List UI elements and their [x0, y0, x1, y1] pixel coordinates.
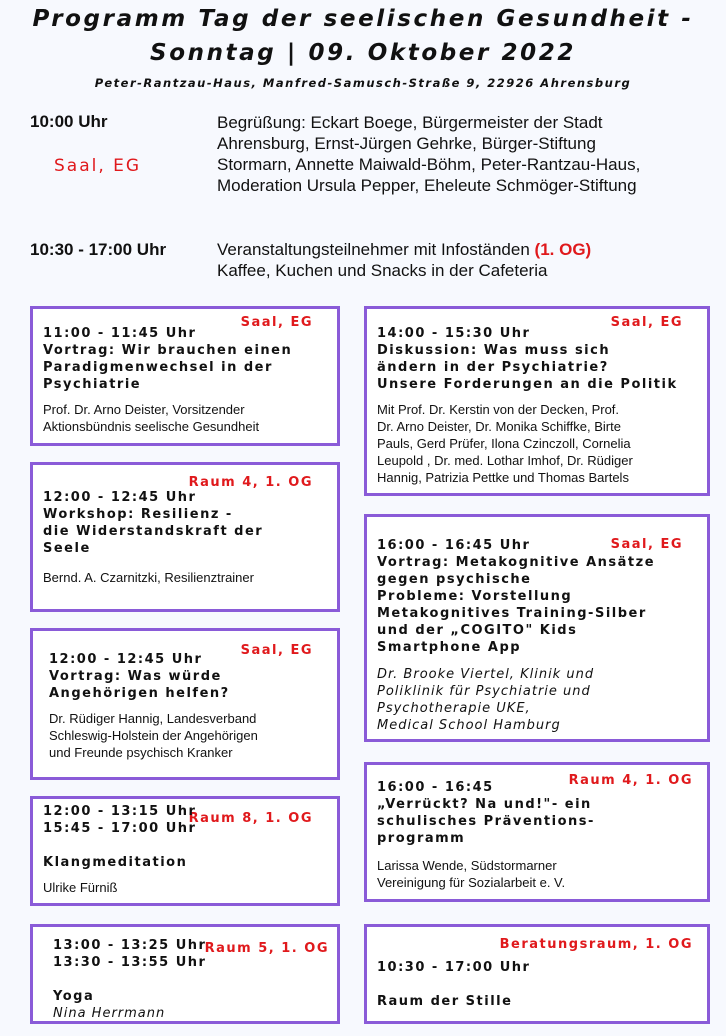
session-speakers — [377, 401, 699, 486]
session-card — [364, 762, 710, 902]
title-line: Diskussion: Was muss sich — [377, 343, 611, 358]
session-location: Raum 8, 1. OG — [188, 811, 313, 826]
intro-time-2: 10:30 - 17:00 Uhr — [30, 240, 167, 259]
session-title — [43, 506, 329, 557]
session-title — [377, 554, 699, 656]
speaker-line: Psychotherapie UKE, — [377, 701, 531, 716]
session-location: Saal, EG — [240, 315, 313, 330]
session-card — [364, 306, 710, 496]
intro-line: Veranstaltungsteilnehmer mit Infoständen — [217, 240, 535, 259]
title-line: Vortrag: Wir brauchen einen — [43, 343, 293, 358]
session-time: 13:30 - 13:55 Uhr — [53, 955, 207, 970]
session-speakers: Bernd. A. Czarnitzki, Resilienztrainer — [43, 570, 254, 585]
intro-line: Moderation Ursula Pepper, Eheleute Schmöger-Stiftung — [217, 176, 637, 195]
title-line: Vortrag: Was würde — [49, 669, 222, 684]
session-time: 15:45 - 17:00 Uhr — [43, 821, 197, 836]
title-line: Seele — [43, 541, 91, 556]
session-title: Klangmeditation — [43, 855, 188, 870]
session-card — [364, 514, 710, 742]
session-location: Raum 4, 1. OG — [188, 475, 313, 490]
speaker-line: Medical School Hamburg — [377, 718, 561, 733]
speaker-line: Aktionsbündnis seelische Gesundheit — [43, 419, 260, 434]
session-time: 10:30 - 17:00 Uhr — [377, 960, 531, 975]
speaker-line: Pauls, Gerd Prüfer, Ilona Czinczoll, Cornelia — [377, 436, 631, 451]
session-card — [30, 462, 340, 612]
session-card — [30, 306, 340, 446]
title-line: Psychiatrie — [43, 377, 142, 392]
session-location: Beratungsraum, 1. OG — [499, 937, 693, 952]
speaker-line: Prof. Dr. Arno Deister, Vorsitzender — [43, 402, 245, 417]
speaker-line: Hannig, Patrizia Pettke und Thomas Bartels — [377, 470, 629, 485]
session-speakers: Nina Herrmann — [53, 1006, 166, 1021]
venue-address: Peter-Rantzau-Haus, Manfred-Samusch-Straße 9, 22926 Ahrensburg — [94, 76, 632, 90]
intro-description-2 — [217, 239, 591, 281]
session-speakers — [377, 857, 699, 891]
title-line: ändern in der Psychiatrie? — [377, 360, 609, 375]
speaker-line: Schleswig-Holstein der Angehörigen — [49, 728, 258, 743]
intro-time-1: 10:00 Uhr — [30, 112, 108, 131]
session-speakers — [43, 401, 329, 435]
speaker-line: und Freunde psychisch Kranker — [49, 745, 233, 760]
session-speakers: Ulrike Fürniß — [43, 880, 118, 895]
session-time: 11:00 - 11:45 Uhr — [43, 326, 197, 341]
title-line: Metakognitives Training-Silber — [377, 606, 647, 621]
session-card — [30, 924, 340, 1024]
info-location: (1. OG) — [534, 240, 592, 259]
session-card — [30, 628, 340, 780]
speaker-line: Dr. Arno Deister, Dr. Monika Schiffke, Birte — [377, 419, 621, 434]
title-line: „Verrückt? Na und!"- ein — [377, 797, 592, 812]
title-line: Vortrag: Metakognitive Ansätze — [377, 555, 656, 570]
title-line: schulisches Präventions- — [377, 814, 595, 829]
intro-location-1: Saal, EG — [54, 156, 142, 176]
session-location: Saal, EG — [610, 537, 683, 552]
title-line: Angehörigen helfen? — [49, 686, 230, 701]
title-line: Workshop: Resilienz - — [43, 507, 233, 522]
speaker-line: Poliklinik für Psychiatrie und — [377, 684, 591, 699]
speaker-line: Larissa Wende, Südstormarner — [377, 858, 557, 873]
title-line: gegen psychische — [377, 572, 532, 587]
title-line: Smartphone App — [377, 640, 522, 655]
session-time: 16:00 - 16:45 — [377, 780, 494, 795]
page-title-line-1: Programm Tag der seelischen Gesundheit - — [32, 6, 694, 32]
speaker-line: Vereinigung für Sozialarbeit e. V. — [377, 875, 566, 890]
session-title — [377, 342, 699, 393]
speaker-line: Leupold , Dr. med. Lothar Imhof, Dr. Rüdiger — [377, 453, 633, 468]
session-title — [43, 342, 329, 393]
session-location: Raum 4, 1. OG — [568, 773, 693, 788]
session-time: 16:00 - 16:45 Uhr — [377, 538, 531, 553]
intro-description-1 — [217, 112, 640, 196]
session-location: Saal, EG — [610, 315, 683, 330]
title-line: die Widerstandskraft der — [43, 524, 264, 539]
intro-line: Kaffee, Kuchen und Snacks in der Cafeteria — [217, 261, 548, 280]
session-card — [364, 924, 710, 1024]
session-title — [49, 668, 329, 702]
session-title: Raum der Stille — [377, 994, 513, 1009]
session-time: 12:00 - 12:45 Uhr — [43, 490, 197, 505]
intro-line: Ahrensburg, Ernst-Jürgen Gehrke, Bürger-Stiftung — [217, 134, 596, 153]
session-card — [30, 796, 340, 906]
intro-line: Begrüßung: Eckart Boege, Bürgermeister der Stadt — [217, 113, 603, 132]
session-time: 12:00 - 13:15 Uhr — [43, 804, 197, 819]
session-location: Raum 5, 1. OG — [204, 941, 329, 956]
title-line: und der „COGITO" Kids — [377, 623, 578, 638]
title-line: Probleme: Vorstellung — [377, 589, 573, 604]
speaker-line: Mit Prof. Dr. Kerstin von der Decken, Prof. — [377, 402, 620, 417]
title-line: programm — [377, 831, 466, 846]
session-time: 13:00 - 13:25 Uhr — [53, 938, 207, 953]
session-time: 12:00 - 12:45 Uhr — [49, 652, 203, 667]
speaker-line: Dr. Brooke Viertel, Klinik und — [377, 667, 595, 682]
title-line: Unsere Forderungen an die Politik — [377, 377, 678, 392]
session-title: Yoga — [53, 989, 95, 1004]
session-speakers — [49, 710, 329, 761]
title-line: Paradigmenwechsel in der — [43, 360, 273, 375]
intro-line: Stormarn, Annette Maiwald-Böhm, Peter-Rantzau-Haus, — [217, 155, 641, 174]
page-title-line-2: Sonntag | 09. Oktober 2022 — [150, 40, 576, 66]
speaker-line: Dr. Rüdiger Hannig, Landesverband — [49, 711, 257, 726]
session-title — [377, 796, 699, 847]
session-time: 14:00 - 15:30 Uhr — [377, 326, 531, 341]
session-location: Saal, EG — [240, 643, 313, 658]
session-speakers — [377, 666, 699, 734]
